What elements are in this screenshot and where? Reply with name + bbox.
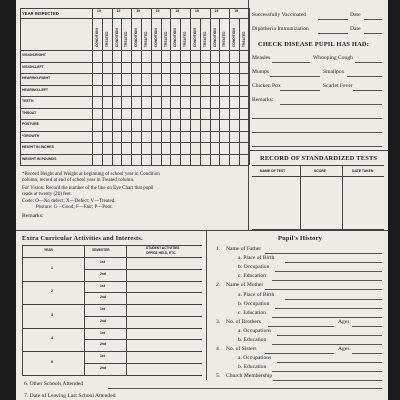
health-row-label: THROAT	[22, 110, 37, 115]
treated-column-label: TREATED	[222, 31, 227, 47]
semester-1-label: 1st	[100, 354, 105, 358]
scarlet-fever-label: Scarlet Fever	[323, 83, 353, 89]
year-column-header: 19	[136, 9, 140, 13]
col-score: SCORE	[314, 169, 327, 173]
extra-year-label: 1	[51, 265, 53, 270]
history-item-label: No. of Brothers	[226, 318, 261, 325]
vaccinated-date-label: Date	[350, 12, 361, 18]
year-inspected-label: YEAR INSPECTED	[22, 11, 59, 16]
check-disease-title: CHECK DISEASE PUPIL HAS HAD:	[258, 41, 370, 48]
history-item-label: b. Occupation	[238, 300, 270, 307]
history-item-label: a. Place of Birth	[238, 255, 275, 262]
health-row-label: HEARING-LEFT	[22, 87, 49, 92]
extra-curricular-title: Extra Curricular Activities and Interests.	[22, 235, 143, 242]
history-item-number: 1.	[216, 246, 221, 252]
condition-column-label: CONDITION	[173, 28, 178, 47]
condition-column-label: CONDITION	[212, 28, 217, 47]
note-line-3: For Vision: Record the number of the line on Eye Chart that pupil	[22, 186, 154, 191]
treated-column-label: TREATED	[183, 31, 188, 47]
col-activities-1: STUDENT ACTIVITIES	[146, 246, 180, 250]
semester-1-label: 1st	[100, 307, 105, 311]
note-line-5: Code: O—No defect; X—Defect; V—Treated.	[22, 199, 116, 204]
history-item-label: c. Education	[238, 273, 266, 280]
col-date-taken: DATE TAKEN	[352, 169, 374, 173]
semester-2-label: 2nd	[100, 365, 107, 370]
year-column-header: 19	[155, 9, 160, 13]
history-item-label: Name of Mother	[226, 282, 264, 289]
health-row-label: WEIGHT IN POUNDS	[22, 156, 57, 161]
note-line-1: *Record Height and Weight at beginning of school year in Condition	[22, 172, 160, 177]
history-item-label: No. of Sisters	[226, 346, 257, 353]
semester-1-label: 1st	[100, 260, 105, 264]
extra-year-label: 3	[51, 312, 53, 317]
treated-column-label: TREATED	[163, 31, 168, 47]
note-line-2: column; record at end of school year in Treated column.	[22, 178, 135, 183]
semester-2-label: 2nd	[100, 342, 107, 347]
col-year: YEAR	[44, 248, 53, 252]
history-item-number: 4.	[216, 346, 221, 353]
year-column-header: 19	[234, 9, 238, 13]
note-line-6: Posture: G—Good; F—Fair; P—Poor.	[36, 205, 113, 210]
left-remarks-label: Remarks:	[22, 213, 44, 219]
vaccinated-label: Successfully Vaccinated	[252, 12, 307, 18]
right-remarks-label: Remarks:	[252, 97, 274, 103]
whooping-cough-label: Whooping Cough	[313, 55, 353, 61]
history-item-number: 3.	[216, 318, 221, 325]
tests-title: RECORD OF STANDARDIZED TESTS	[260, 155, 378, 162]
record-sheet	[16, 0, 388, 400]
col-semester: SEMESTER	[92, 248, 110, 252]
semester-2-label: 2nd	[100, 271, 107, 276]
condition-column-label: CONDITION	[134, 28, 139, 47]
measles-label: Measles	[252, 55, 271, 61]
health-row-label: *GROWTH	[22, 133, 40, 138]
immunization-date-label: Date	[350, 26, 361, 32]
history-item-number: 2.	[216, 282, 221, 289]
semester-1-label: 1st	[100, 283, 105, 288]
history-item-label: b. Education	[238, 364, 267, 371]
history-item-number: 5.	[216, 373, 221, 380]
health-row-label: VISION-RIGHT	[22, 53, 46, 57]
history-item-label: c. Education	[238, 309, 266, 316]
condition-column-label: CONDITION	[193, 28, 197, 47]
chicken-pox-label: Chicken Pox	[252, 83, 281, 89]
smallpox-label: Smallpox	[323, 69, 345, 75]
extra-year-label: 2	[51, 289, 53, 294]
date-leaving-label: 7. Date of Leaving Last School Attended	[24, 393, 116, 399]
note-line-4: reads at twenty (20) feet.	[22, 192, 72, 197]
treated-column-label: TREATED	[202, 31, 207, 47]
history-item-label: a. Place of Birth	[238, 291, 275, 298]
ages-label: Ages	[338, 318, 350, 325]
mumps-label: Mumps	[252, 69, 270, 75]
health-row-label: HEARING-RIGHT	[22, 76, 51, 80]
extra-year-label: 4	[51, 336, 53, 341]
history-title: Pupil's History	[278, 235, 323, 242]
condition-column-label: CONDITION	[153, 28, 158, 47]
health-row-label: TEETH	[22, 99, 34, 103]
col-activities-2: OFFICE HELD, ETC.	[146, 251, 177, 255]
history-item-label: Name of Father	[226, 246, 262, 252]
year-column-header: 19	[175, 9, 180, 13]
col-test-name: NAME OF TEST	[260, 169, 286, 173]
year-column-header: 19	[195, 9, 199, 13]
history-item-label: a. Occupations	[238, 327, 272, 334]
condition-column-label: CONDITION	[95, 28, 99, 47]
year-column-header: 19	[97, 9, 101, 13]
health-row-label: VISION-LEFT	[22, 64, 44, 69]
condition-column-label: CONDITION	[232, 28, 237, 47]
health-row-label: HEIGHT IN INCHES	[22, 145, 54, 149]
condition-column-label: CONDITION	[114, 28, 119, 47]
ages-label: Ages	[338, 346, 350, 353]
semester-1-label: 1st	[100, 330, 105, 335]
treated-column-label: TREATED	[242, 31, 246, 47]
semester-2-label: 2nd	[100, 295, 107, 300]
treated-column-label: TREATED	[124, 31, 129, 47]
immunization-label: Diphtheria Immunization	[252, 26, 309, 32]
history-item-label: Church Membership	[226, 373, 273, 380]
treated-column-label: TREATED	[144, 31, 148, 47]
history-item-label: b. Education	[238, 337, 267, 343]
history-item-label: a. Occupations	[238, 355, 272, 362]
year-column-header: 19	[116, 9, 121, 13]
history-item-label: b. Occupation	[238, 264, 270, 271]
other-schools-label: 6. Other Schools Attended	[24, 381, 84, 387]
health-row-label: POSTURE	[22, 122, 39, 126]
extra-year-label: 5	[51, 359, 53, 364]
semester-2-label: 2nd	[100, 318, 107, 323]
year-column-header: 19	[214, 9, 219, 13]
treated-column-label: TREATED	[104, 31, 109, 47]
